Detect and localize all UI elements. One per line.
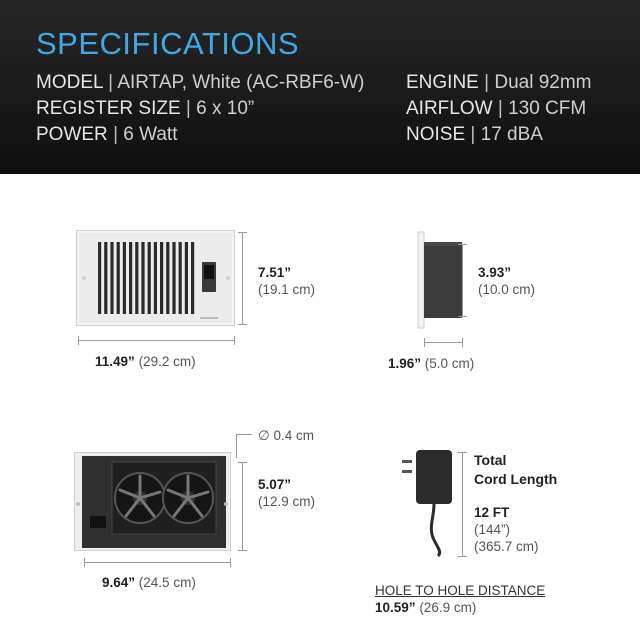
grille-slat — [179, 242, 182, 314]
cord-length-value: 12 FT (144”) (365.7 cm) — [474, 505, 539, 554]
front-view-image — [76, 230, 236, 326]
spec-engine: ENGINE | Dual 92mm — [406, 72, 592, 93]
side-view-image — [418, 232, 462, 328]
spec-airflow: AIRFLOW | 130 CFM — [406, 98, 587, 119]
side-depth-label: 1.96” (5.0 cm) — [388, 356, 475, 371]
grille-slat — [154, 242, 157, 314]
fan-right-icon — [163, 473, 213, 523]
grille-slat — [123, 242, 126, 314]
spec-model: MODEL | AIRTAP, White (AC-RBF6-W) — [36, 72, 365, 93]
grille-slat — [104, 242, 107, 314]
cord-length-label: Total Cord Length — [474, 452, 558, 487]
back-height-label: 5.07” (12.9 cm) — [258, 477, 316, 509]
side-height-label: 3.93” (10.0 cm) — [478, 265, 536, 297]
power-adapter-image — [398, 448, 468, 558]
front-width-label: 11.49” (29.2 cm) — [95, 354, 196, 369]
grille-slat — [166, 242, 169, 314]
grille-slat — [160, 242, 163, 314]
grille-slat — [117, 242, 120, 314]
grille-slat — [129, 242, 132, 314]
hole-distance-value: 10.59” (26.9 cm) — [375, 600, 477, 615]
grille-slat — [135, 242, 138, 314]
grille-slat — [110, 242, 113, 314]
back-width-label: 9.64” (24.5 cm) — [102, 575, 196, 590]
grille-slat — [172, 242, 175, 314]
spec-power: POWER | 6 Watt — [36, 124, 178, 145]
hole-diameter-label: ∅ 0.4 cm — [258, 428, 315, 443]
spec-header — [0, 0, 640, 174]
spec-noise: NOISE | 17 dBA — [406, 124, 543, 145]
fan-left-icon — [115, 473, 165, 523]
grille-slat — [191, 242, 194, 314]
front-height-label: 7.51” (19.1 cm) — [258, 265, 316, 297]
spec-register-size: REGISTER SIZE | 6 x 10” — [36, 98, 255, 119]
grille-slat — [98, 242, 101, 314]
page-title: SPECIFICATIONS — [36, 26, 300, 61]
hole-distance-heading: HOLE TO HOLE DISTANCE — [375, 583, 546, 598]
grille-slat — [185, 242, 188, 314]
back-view-image — [74, 452, 234, 556]
grille-slat — [148, 242, 151, 314]
grille-slat — [141, 242, 144, 314]
